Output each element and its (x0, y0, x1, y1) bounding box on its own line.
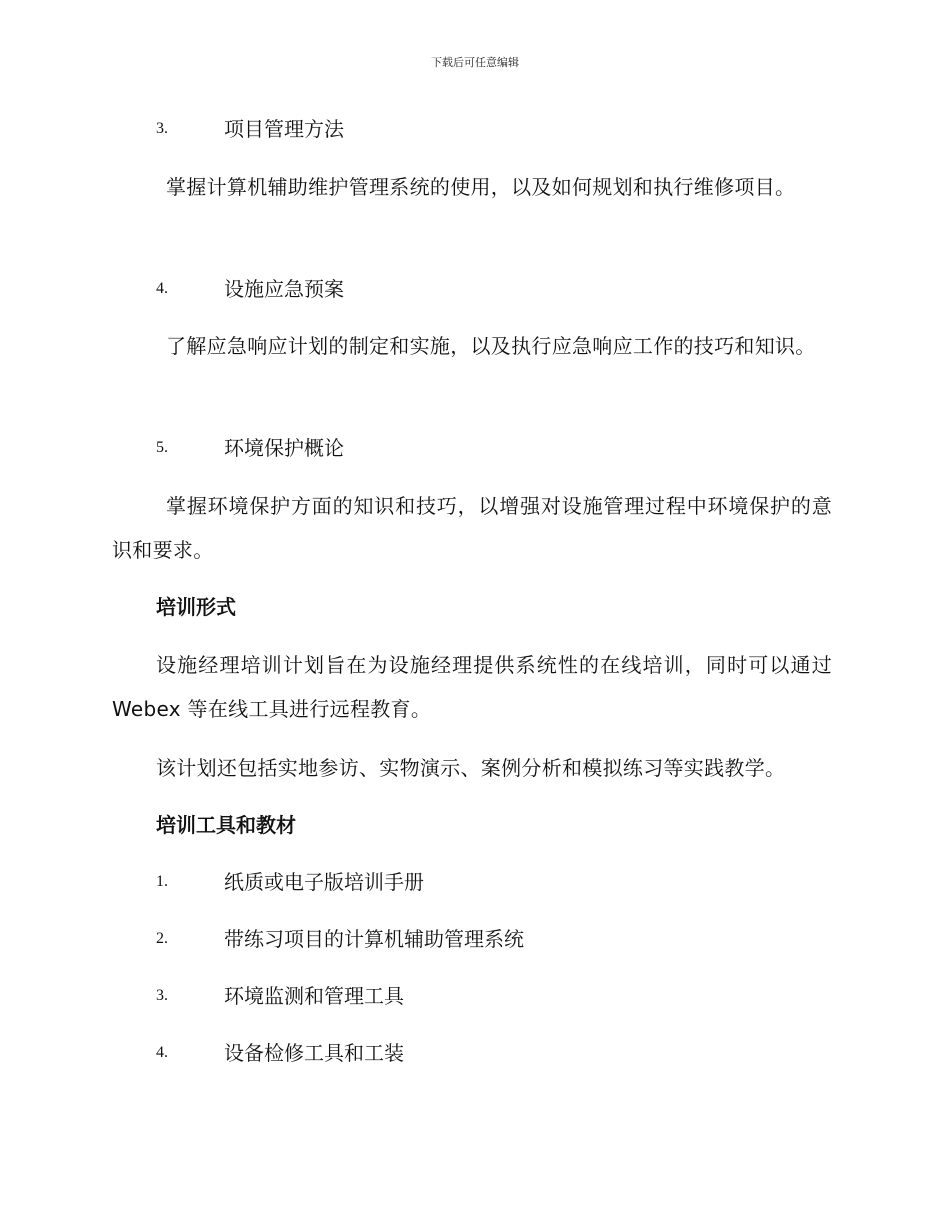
list-item-description: 了解应急响应计划的制定和实施，以及执行应急响应工作的技巧和知识。 (166, 334, 816, 358)
page-header: 下载后可任意编辑 (431, 56, 519, 69)
list-item-title: 设施应急预案 (224, 277, 344, 301)
list-item-number: 3. (156, 987, 168, 1004)
list-item-number: 2. (156, 930, 168, 947)
list-item (112, 867, 832, 897)
list-item-label: 带练习项目的计算机辅助管理系统 (224, 927, 524, 951)
list-item-number: 4. (156, 1044, 168, 1061)
list-item-number: 4. (156, 280, 168, 297)
list-item-label: 环境监测和管理工具 (224, 984, 404, 1008)
section-heading-training-format: 培训形式 (156, 595, 236, 619)
list-item (112, 1038, 832, 1068)
list-item-title: 项目管理方法 (224, 117, 344, 141)
list-item (112, 433, 832, 463)
paragraph: 设施经理培训计划旨在为设施经理提供系统性的在线培训，同时可以通过 Webex 等在线工具进行远程教育。 (112, 653, 832, 721)
list-item (112, 114, 832, 144)
list-item-description: 掌握环境保护方面的知识和技巧，以增强对设施管理过程中环境保护的意识和要求。 (112, 494, 832, 562)
list-item-label: 设备检修工具和工装 (224, 1041, 404, 1065)
list-item-number: 1. (156, 873, 168, 890)
list-item-number: 3. (156, 120, 168, 137)
paragraph: 该计划还包括实地参访、实物演示、案例分析和模拟练习等实践教学。 (156, 756, 786, 780)
list-item (112, 924, 832, 954)
list-item-description: 掌握计算机辅助维护管理系统的使用，以及如何规划和执行维修项目。 (166, 175, 796, 199)
list-item-number: 5. (156, 439, 168, 456)
list-item-title: 环境保护概论 (224, 436, 344, 460)
list-item (112, 981, 832, 1011)
section-heading-training-tools: 培训工具和教材 (156, 813, 296, 837)
list-item-label: 纸质或电子版培训手册 (224, 870, 424, 894)
list-item (112, 274, 832, 304)
